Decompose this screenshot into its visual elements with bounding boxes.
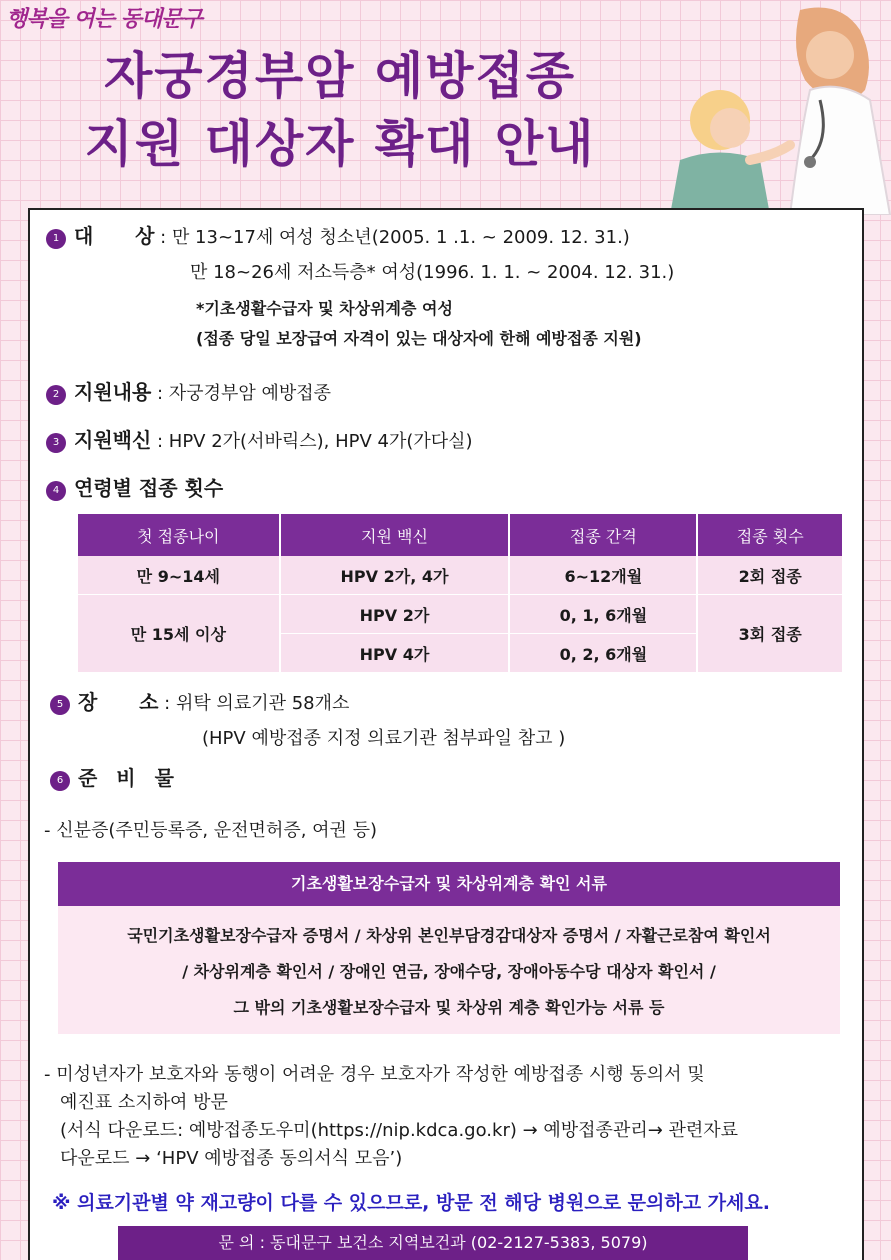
- table-header-row: [78, 514, 843, 556]
- section-schedule: [46, 472, 223, 501]
- number-badge: 2: [46, 385, 66, 405]
- minor-line-3: (서식 다운로드: 예방접종도우미(https://nip.kdca.go.kr) → 예방접종관리→ 관련자료: [60, 1120, 739, 1141]
- table-header: 접종 횟수: [697, 514, 843, 556]
- minor-line-1: - 미성년자가 보호자와 동행이 어려운 경우 보호자가 작성한 예방접종 시행 동의서 및: [44, 1064, 705, 1085]
- district-logo: 행복을 여는 동대문구: [6, 6, 202, 32]
- documents-body: [58, 906, 840, 1026]
- table-cell: 만 9~14세: [78, 556, 280, 595]
- number-badge: 6: [50, 771, 70, 791]
- target-line-1: 만 13~17세 여성 청소년(2005. 1 .1. ~ 2009. 12. 31.): [171, 227, 630, 248]
- table-cell: HPV 2가: [280, 595, 510, 634]
- table-cell: HPV 2가, 4가: [280, 556, 510, 595]
- target-note-1: *기초생활수급자 및 차상위계층 여성: [196, 299, 453, 318]
- section-place: 5 장 소 : 위탁 의료기관 58개소: [50, 686, 349, 715]
- target-label: 대 상: [74, 224, 155, 248]
- number-badge: 4: [46, 481, 66, 501]
- prep-label: 준 비 물: [78, 766, 180, 790]
- number-badge: 3: [46, 433, 66, 453]
- number-badge: 1: [46, 229, 66, 249]
- target-line-2: 만 18~26세 저소득층* 여성(1996. 1. 1. ~ 2004. 12. 31.): [190, 262, 675, 283]
- place-line-1: 위탁 의료기관 58개소: [175, 693, 350, 714]
- documents-line-3: 그 밖의 기초생활보장수급자 및 차상위 계층 확인가능 서류 등: [233, 998, 665, 1017]
- section-vaccine: 3 지원백신 : HPV 2가(서바릭스), HPV 4가(가다실): [46, 424, 473, 453]
- documents-line-2: / 차상위계층 확인서 / 장애인 연금, 장애수당, 장애아동수당 대상자 확인서 /: [182, 962, 716, 981]
- doctor-vaccinating-girl-illustration: [660, 0, 891, 215]
- section-prep: [50, 762, 180, 791]
- table-cell: 0, 2, 6개월: [509, 634, 697, 673]
- table-row: [78, 595, 843, 634]
- schedule-table: [78, 514, 844, 673]
- minor-line-4: 다운로드 → ‘HPV 예방접종 동의서식 모음’): [60, 1148, 403, 1169]
- vaccine-text: HPV 2가(서바릭스), HPV 4가(가다실): [168, 431, 473, 452]
- table-header: 첫 접종나이: [78, 514, 280, 556]
- target-note-2: (접종 당일 보장급여 자격이 있는 대상자에 한해 예방접종 지원): [196, 329, 642, 348]
- page-title: [40, 42, 640, 178]
- minor-line-2: 예진표 소지하여 방문: [60, 1092, 228, 1113]
- vaccine-label: 지원백신: [74, 428, 152, 452]
- contact-bar: 문 의 : 동대문구 보건소 지역보건과 (02-2127-5383, 5079): [118, 1226, 748, 1260]
- table-cell: 6~12개월: [509, 556, 697, 595]
- documents-header: 기초생활보장수급자 및 차상위계층 확인 서류: [58, 862, 840, 906]
- table-cell: 2회 접종: [697, 556, 843, 595]
- content-label: 지원내용: [74, 380, 152, 404]
- table-header: 지원 백신: [280, 514, 510, 556]
- documents-line-1: 국민기초생활보장수급자 증명서 / 차상위 본인부담경감대상자 증명서 / 자활근로참여 확인서: [127, 926, 771, 945]
- documents-box: [58, 862, 840, 1034]
- table-cell: 만 15세 이상: [78, 595, 280, 673]
- table-row: [78, 556, 843, 595]
- content-panel: [28, 208, 864, 1260]
- title-line-2: 지원 대상자 확대 안내: [84, 115, 596, 173]
- warning-notice: ※ 의료기관별 약 재고량이 다를 수 있으므로, 방문 전 해당 병원으로 문의하고 가세요.: [52, 1192, 770, 1214]
- section-target: 1 대 상 : 만 13~17세 여성 청소년(2005. 1 .1. ~ 2009. 12. 31.): [46, 220, 630, 249]
- place-label: 장 소: [78, 690, 159, 714]
- table-cell: HPV 4가: [280, 634, 510, 673]
- table-cell: 0, 1, 6개월: [509, 595, 697, 634]
- schedule-label: 연령별 접종 횟수: [74, 476, 224, 500]
- section-content: 2 지원내용 : 자궁경부암 예방접종: [46, 376, 331, 405]
- content-text: 자궁경부암 예방접종: [168, 383, 332, 404]
- table-cell: 3회 접종: [697, 595, 843, 673]
- table-header: 접종 간격: [509, 514, 697, 556]
- id-requirement: - 신분증(주민등록증, 운전면허증, 여권 등): [44, 820, 378, 841]
- place-line-2: (HPV 예방접종 지정 의료기관 첨부파일 참고 ): [202, 728, 566, 749]
- title-line-1: 자궁경부암 예방접종: [103, 47, 577, 105]
- number-badge: 5: [50, 695, 70, 715]
